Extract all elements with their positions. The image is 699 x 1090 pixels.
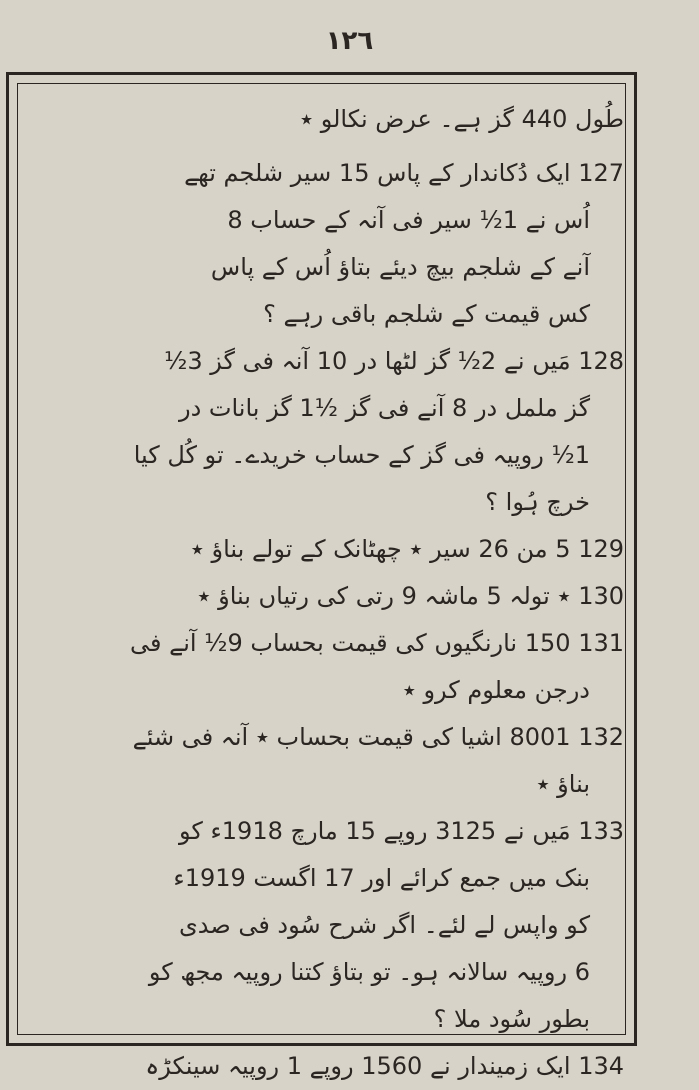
page-number: ١٢٦ — [325, 26, 374, 56]
problem-130-line: 130 ٭ تولہ 5 ماشہ 9 رتی کی رتیاں بناؤ ٭ — [197, 582, 624, 610]
text-line: 6 روپیہ سالانہ ہو۔ تو بتاؤ کتنا روپیہ مجھ کو — [148, 958, 590, 986]
text-line: 1½ روپیہ فی گز کے حساب خریدے۔ تو کُل کیا — [133, 441, 590, 469]
problem-text-block — [30, 96, 624, 1090]
text-line: درجن معلوم کرو ٭ — [402, 676, 590, 704]
text-line: بنک میں جمع کرائے اور 17 اگست 1919ء — [173, 864, 590, 892]
problem-131-line: 131 150 نارنگیوں کی قیمت بحساب 9½ آنے فی — [130, 629, 624, 657]
text-line: کس قیمت کے شلجم باقی رہے ؟ — [263, 300, 590, 328]
text-line: اُس نے 1½ سیر فی آنہ کے حساب 8 — [227, 206, 590, 234]
problem-132-line: 132 8001 اشیا کی قیمت بحساب ٭ آنہ فی شئے — [132, 723, 624, 751]
problem-128-line: 128 مَیں نے 2½ گز لٹھا در 10 آنہ فی گز 3½ — [164, 347, 624, 375]
problem-129-line: 129 5 من 26 سیر ٭ چھٹانک کے تولے بناؤ ٭ — [190, 535, 624, 563]
problem-127-line: 127 ایک دُکاندار کے پاس 15 سیر شلجم تھے — [184, 159, 624, 187]
text-line: گز ململ در 8 آنے فی گز ½1 گز بانات در — [178, 394, 590, 422]
text-line: کو واپس لے لئے۔ اگر شرح سُود فی صدی — [178, 911, 590, 939]
text-line: آنے کے شلجم بیچ دیئے بتاؤ اُس کے پاس — [210, 253, 590, 281]
problem-134-line: 134 ایک زمیندار نے 1560 روپے 1 روپیہ سینکڑہ — [145, 1052, 624, 1080]
problem-133-line: 133 مَیں نے 3125 روپے 15 مارچ 1918ء کو — [179, 817, 624, 845]
text-line: بناؤ ٭ — [536, 770, 590, 798]
text-line: طُول 440 گز ہے۔ عرض نکالو ٭ — [299, 105, 624, 133]
text-line: بطور سُود ملا ؟ — [433, 1005, 590, 1033]
text-line: خرچ ہُوا ؟ — [485, 488, 590, 516]
